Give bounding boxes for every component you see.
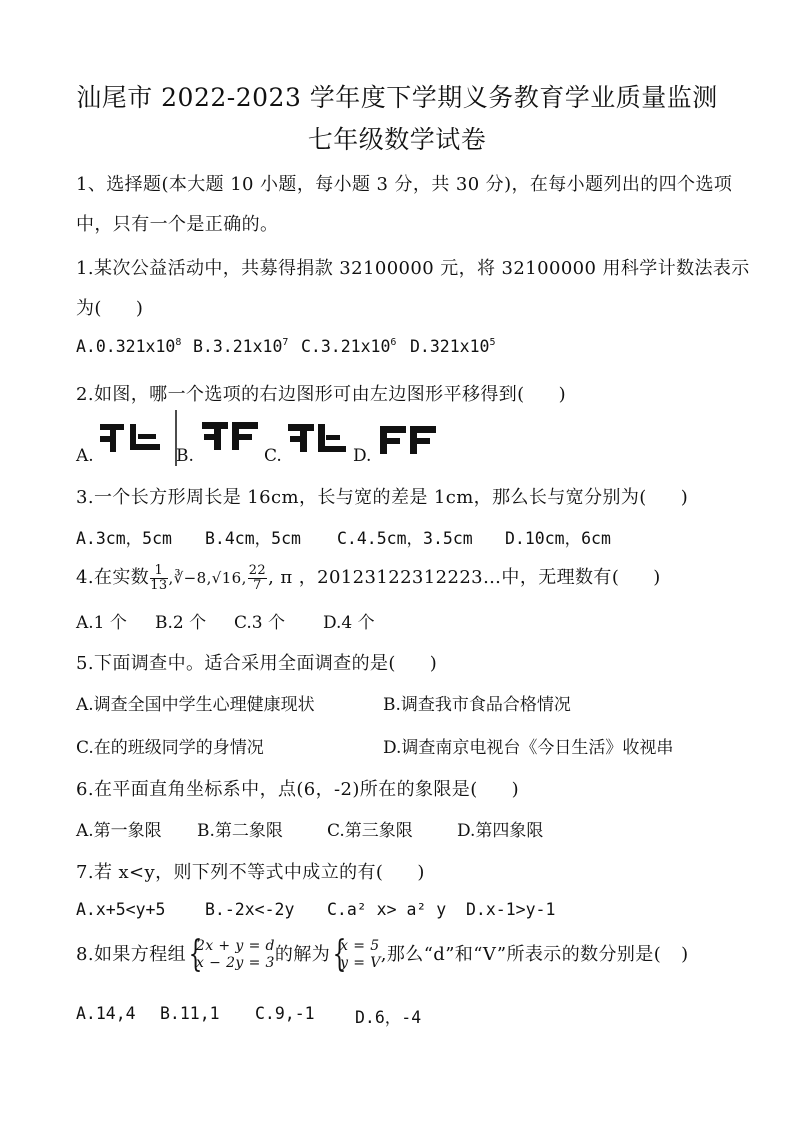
q3-option-d[interactable]: D.10cm，6cm — [505, 529, 611, 548]
q2-option-a-figure — [94, 410, 180, 468]
q5-stem: 5.下面调查中。适合采用全面调查的是( ) — [76, 653, 438, 674]
section-intro-line1: 1、选择题(本大题 10 小题，每小题 3 分，共 30 分)，在每小题列出的四个选项 — [76, 174, 733, 195]
q1-option-a[interactable]: $A.0.321x10^8$ — [76, 337, 182, 356]
q1-option-b[interactable]: $B.3.21x10^7$ — [193, 337, 289, 356]
q2-stem: 2.如图，哪一个选项的右边图形可由左边图形平移得到( ) — [76, 384, 567, 405]
q3-stem: 3.一个长方形周长是 16cm，长与宽的差是 1cm，那么长与宽分别为( ) — [76, 487, 689, 508]
q2-option-c-figure — [284, 410, 350, 460]
q6-option-d[interactable]: D.第四象限 — [457, 821, 544, 841]
q6-option-b[interactable]: B.第二象限 — [197, 821, 283, 841]
q4-option-d[interactable]: D.4 个 — [323, 613, 375, 633]
q7-option-d[interactable]: D.x-1>y-1 — [466, 900, 556, 919]
q8-solution-system: { x = 5 y = V — [330, 938, 381, 972]
q2-option-c-label[interactable]: C. — [264, 446, 282, 466]
section-intro-line2: 中，只有一个是正确的。 — [76, 214, 279, 235]
q4-option-a[interactable]: A.1 个 — [76, 613, 127, 633]
q8-option-c[interactable]: C.9,-1 — [255, 1004, 315, 1023]
q8-option-d[interactable]: D.6，-4 — [355, 1008, 422, 1027]
q8-stem: 8.如果方程组 { 2x + y = d x − 2y = 3 的解为 { x = 5 y = V ,那么“d”和“V”所表示的数分别是( ) — [76, 938, 689, 972]
q1-option-c[interactable]: $C.3.21x10^6$ — [301, 337, 397, 356]
q2-option-b-figure — [198, 410, 264, 460]
q1-option-d[interactable]: $D.321x10^5$ — [410, 337, 496, 356]
q1-stem-line2: 为( ) — [76, 298, 144, 319]
q4-fraction-2: $\frac{22}{7}$ — [248, 562, 267, 593]
q1-stem-line1: 1.某次公益活动中，共募得捐款 32100000 元，将 32100000 用科学计数法表示 — [76, 258, 750, 279]
q2-option-b-label[interactable]: B. — [176, 446, 194, 466]
q8-equation-system: { 2x + y = d x − 2y = 3 — [186, 938, 275, 972]
q4-option-b[interactable]: B.2 个 — [155, 613, 207, 633]
q6-option-c[interactable]: C.第三象限 — [327, 821, 413, 841]
exam-subtitle: 七年级数学试卷 — [307, 125, 487, 154]
q4-fraction-1: $\frac{1}{13}$ — [150, 562, 168, 593]
q8-option-b[interactable]: B.11,1 — [160, 1004, 220, 1023]
q7-option-c[interactable]: C.a² x> a² y — [327, 900, 447, 919]
q6-stem: 6.在平面直角坐标系中，点(6，-2)所在的象限是( ) — [76, 779, 520, 800]
q8-option-a[interactable]: A.14,4 — [76, 1004, 136, 1023]
q3-option-a[interactable]: A.3cm，5cm — [76, 529, 172, 548]
exam-title: 汕尾市 2022-2023 学年度下学期义务教育学业质量监测 — [76, 83, 718, 112]
q4-stem: 4.在实数 $\frac{1}{13}$ ,∛−8,√16, $\frac{22}{7}$ , π ，20123122312223…中，无理数有( ) — [76, 562, 661, 593]
q5-option-a[interactable]: A.调查全国中学生心理健康现状 — [76, 695, 315, 715]
q6-option-a[interactable]: A.第一象限 — [76, 821, 162, 841]
q2-option-d-figure — [376, 410, 442, 460]
q5-option-d[interactable]: D.调查南京电视台《今日生活》收视串 — [383, 738, 674, 758]
q7-option-a[interactable]: A.x+5<y+5 — [76, 900, 166, 919]
q4-option-c[interactable]: C.3 个 — [234, 613, 286, 633]
q2-option-d-label[interactable]: D. — [353, 446, 372, 466]
q5-option-b[interactable]: B.调查我市食品合格情况 — [383, 695, 571, 715]
q7-option-b[interactable]: B.-2x<-2y — [205, 900, 295, 919]
q3-option-b[interactable]: B.4cm，5cm — [205, 529, 301, 548]
q3-option-c[interactable]: C.4.5cm，3.5cm — [337, 529, 473, 548]
q2-option-a-label[interactable]: A. — [76, 446, 94, 466]
q7-stem: 7.若 x<y，则下列不等式中成立的有( ) — [76, 862, 425, 883]
q5-option-c[interactable]: C.在的班级同学的身情况 — [76, 738, 264, 758]
